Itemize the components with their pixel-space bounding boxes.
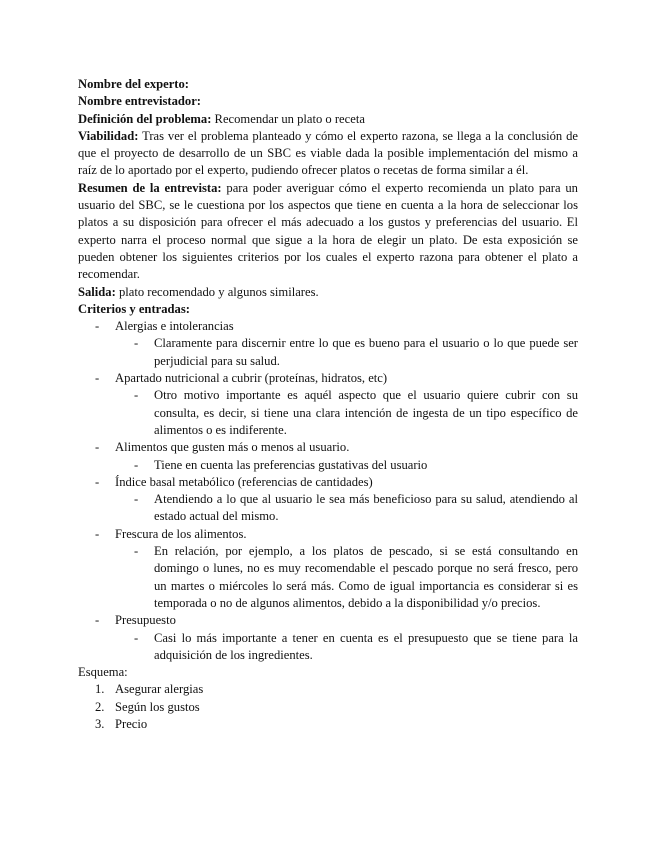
- criteria-sublist: [115, 630, 578, 665]
- output-label: Salida:: [78, 284, 116, 299]
- criteria-list: [78, 318, 578, 664]
- criteria-label: Criterios y entradas:: [78, 301, 190, 316]
- interviewer-name-label: Nombre entrevistador:: [78, 94, 201, 109]
- criteria-sublist: [115, 387, 578, 439]
- interview-summary-text: para poder averiguar cómo el experto recomienda un plato para un usuario del SBC, se le cuestiona por los aspectos que tiene en cuenta a la hora de seleccionar los platos a su disposición para ofrecer el más adecuado a los gustos y preferencias del usuario. El experto narra el proceso normal que sigue a la hora de elegir un plato. De esta exposición se pueden obtener los siguientes criterios por los cuales el experto razona para obtener el plato a recomendar.: [78, 180, 578, 282]
- problem-definition-text: Recomendar un plato o receta: [211, 111, 365, 126]
- criteria-item: [78, 318, 578, 370]
- criteria-sublist: [115, 543, 578, 612]
- scheme-item-number: 1.: [95, 682, 105, 697]
- scheme-item-number: 2.: [95, 699, 105, 714]
- output-text: plato recomendado y algunos similares.: [115, 284, 319, 299]
- scheme-item-text: Asegurar alergias: [115, 682, 204, 697]
- viability-label: Viabilidad:: [78, 128, 139, 143]
- criteria-item: [78, 439, 578, 474]
- problem-definition: [78, 111, 578, 128]
- criteria-heading: [78, 301, 578, 318]
- criteria-item: [78, 612, 578, 664]
- criteria-sublist: [115, 491, 578, 526]
- criteria-item-detail: - Casi lo más importante a tener en cuenta es el presupuesto que se tiene para la adquisición de los ingredientes.: [115, 630, 578, 665]
- viability-text: Tras ver el problema planteado y cómo el experto razona, se llega a la conclusión de que el proyecto de desarrollo de un SBC es viable dada la posible implementación del mismo a raíz de lo aportado por el experto, pudiendo ofrecer platos o recetas de forma similar a él.: [78, 128, 578, 178]
- criteria-item-title: Apartado nutricional a cubrir (proteínas, hidratos, etc): [115, 371, 388, 386]
- criteria-item-detail: - Tiene en cuenta las preferencias gustativas del usuario: [115, 457, 578, 474]
- interview-summary-paragraph: [78, 180, 578, 284]
- scheme-item: [78, 699, 578, 716]
- problem-definition-label: Definición del problema:: [78, 111, 212, 126]
- criteria-item-title: Alergias e intolerancias: [115, 319, 234, 334]
- scheme-item-text: Precio: [115, 716, 148, 731]
- criteria-sublist: [115, 335, 578, 370]
- criteria-item-detail: - Claramente para discernir entre lo que es bueno para el usuario o lo que puede ser perjudicial para su salud.: [115, 335, 578, 370]
- criteria-item-detail: - En relación, por ejemplo, a los platos de pescado, si se está consultando en domingo o lunes, no es muy recomendable el pescado porque no será fresco, pero un martes o miércoles lo será más. Como de igual importancia es considerar si es temporada o no de algunos alimentos, debido a la disponibilidad y/o precios.: [115, 543, 578, 612]
- criteria-item: [78, 474, 578, 526]
- interviewer-name-line: [78, 93, 578, 110]
- criteria-item: [78, 370, 578, 439]
- criteria-item-title: Frescura de los alimentos.: [115, 526, 247, 541]
- viability-paragraph: [78, 128, 578, 180]
- expert-name-line: [78, 76, 578, 93]
- scheme-item-number: 3.: [95, 716, 105, 731]
- scheme-list: [78, 681, 578, 733]
- criteria-item-title: Presupuesto: [115, 613, 176, 628]
- criteria-item-title: Alimentos que gusten más o menos al usuario.: [115, 440, 350, 455]
- criteria-sublist: [115, 457, 578, 474]
- expert-name-label: Nombre del experto:: [78, 77, 189, 91]
- output-line: [78, 284, 578, 301]
- document-page: [78, 76, 578, 733]
- criteria-item-detail: - Atendiendo a lo que al usuario le sea más beneficioso para su salud, atendiendo al estado actual del mismo.: [115, 491, 578, 526]
- interview-summary-label: Resumen de la entrevista:: [78, 180, 222, 195]
- scheme-item-text: Según los gustos: [115, 699, 200, 714]
- scheme-item: [78, 681, 578, 698]
- criteria-item-title: Índice basal metabólico (referencias de cantidades): [115, 474, 373, 489]
- scheme-heading: Esquema:: [78, 665, 128, 680]
- criteria-item: [78, 526, 578, 612]
- scheme-item: [78, 716, 578, 733]
- criteria-item-detail: - Otro motivo importante es aquél aspecto que el usuario quiere cubrir con su consulta, es decir, si tiene una clara intención de ingesta de un tipo específico de alimentos o es indiferente.: [115, 387, 578, 439]
